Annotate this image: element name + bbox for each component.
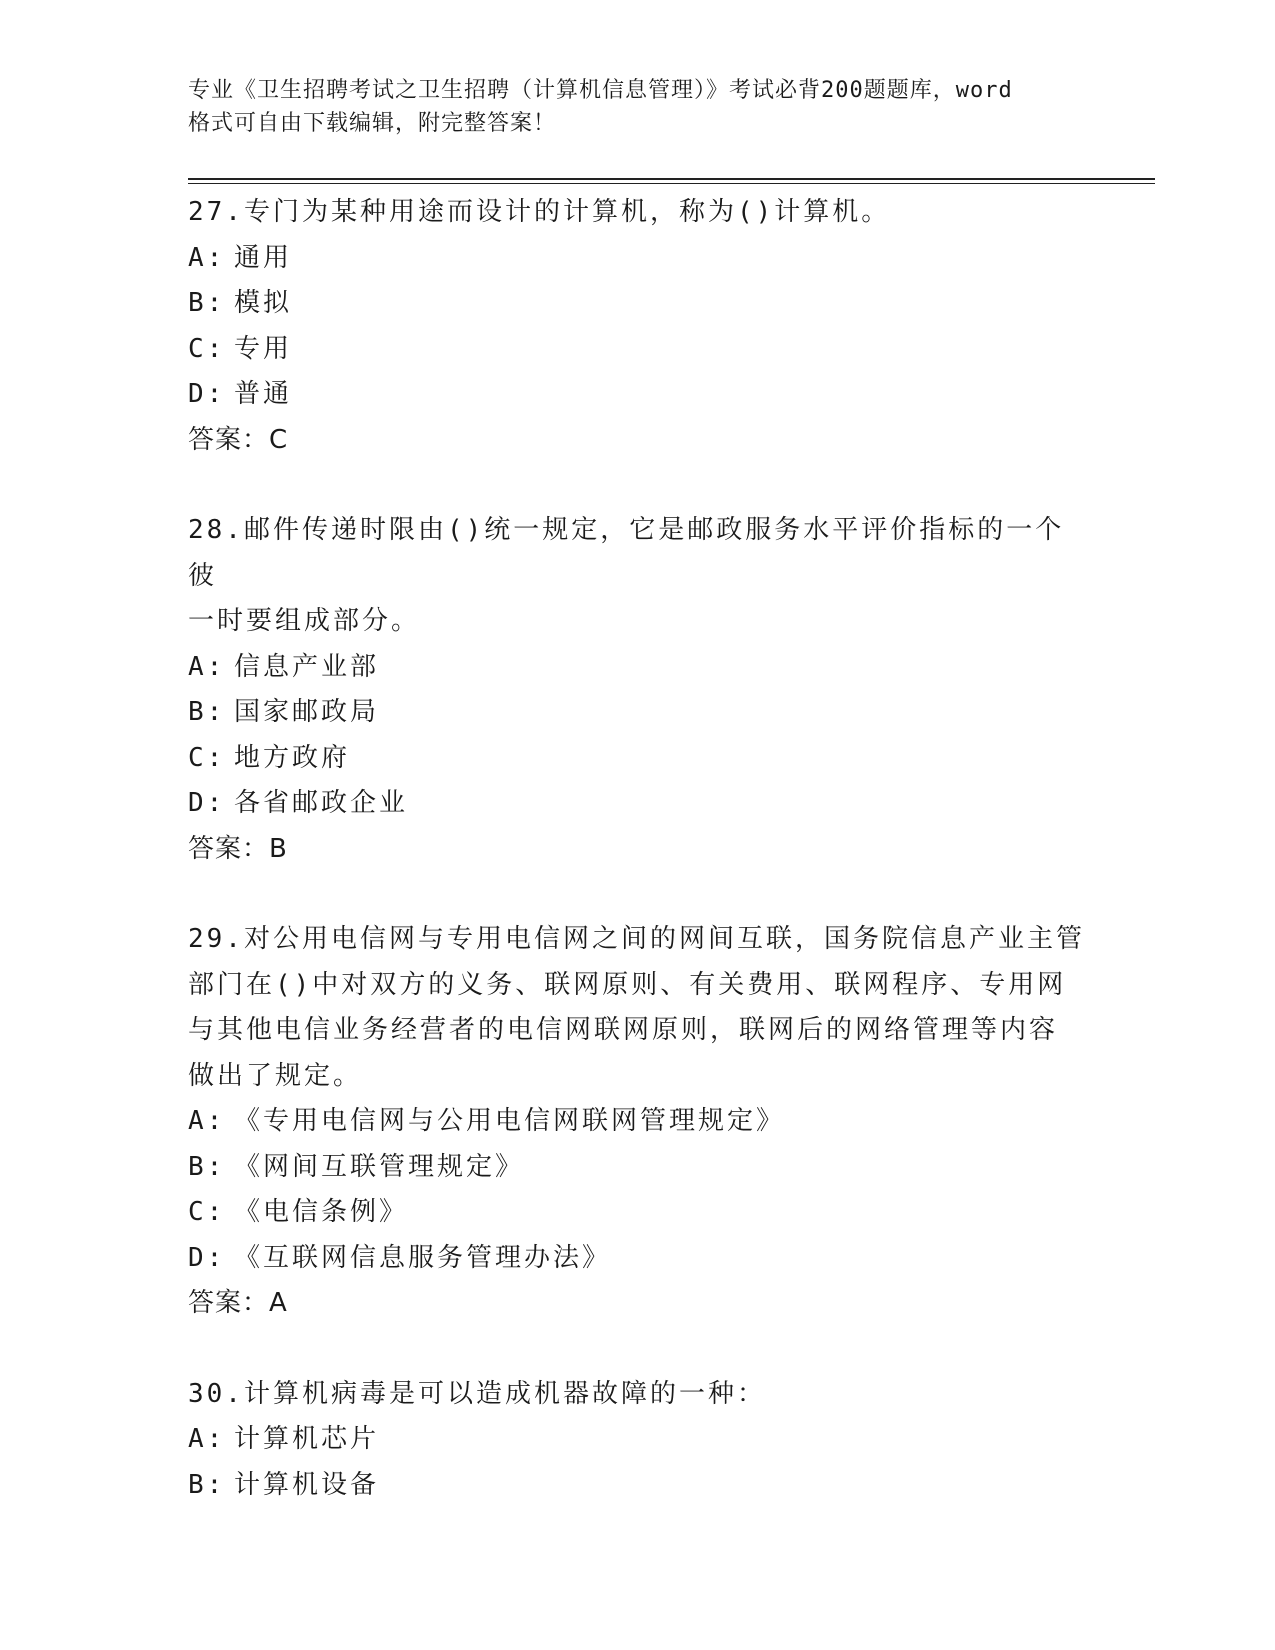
- option-text: 计算机芯片: [234, 1424, 380, 1454]
- answer-option: [188, 1463, 1088, 1509]
- option-key: C:: [188, 333, 226, 364]
- option-key: A:: [188, 1106, 226, 1136]
- option-text: 国家邮政局: [234, 697, 380, 727]
- option-text: 普通: [234, 379, 293, 409]
- question-block: [188, 1372, 1088, 1509]
- question-stem-line: 部门在()中对双方的义务、联网原则、有关费用、联网程序、专用网: [188, 969, 1067, 1000]
- option-text: 计算机设备: [234, 1469, 380, 1500]
- question-stem-line: 27.专门为某种用途而设计的计算机，称为()计算机。: [188, 197, 891, 227]
- question-block: [188, 190, 1088, 508]
- option-key: A:: [188, 1424, 226, 1454]
- answer-line: 答案：C: [188, 424, 289, 455]
- question-spacer: [188, 463, 1088, 508]
- answer-line: 答案：B: [188, 833, 288, 864]
- answer-line: 答案：A: [188, 1288, 288, 1318]
- answer-option: [188, 736, 1088, 782]
- document-header: [188, 74, 1088, 140]
- question-spacer: [188, 872, 1088, 917]
- option-key: B:: [188, 1469, 226, 1500]
- answer-option: [188, 690, 1088, 736]
- option-text: 各省邮政企业: [234, 788, 409, 818]
- option-key: C:: [188, 1197, 226, 1227]
- option-key: B:: [188, 1151, 226, 1182]
- option-text: 模拟: [234, 288, 293, 318]
- option-text: 通用: [234, 242, 293, 273]
- option-key: B:: [188, 697, 226, 727]
- question-spacer: [188, 1327, 1088, 1372]
- option-text: 专用: [234, 333, 293, 364]
- option-key: B:: [188, 288, 226, 318]
- question-block: [188, 917, 1088, 1372]
- header-rule-thick: [188, 178, 1155, 180]
- option-key: D:: [188, 379, 226, 409]
- question-stem-line: 30.计算机病毒是可以造成机器故障的一种：: [188, 1378, 766, 1409]
- question-block: [188, 508, 1088, 917]
- option-text: 《网间互联管理规定》: [234, 1151, 525, 1182]
- header-line-1: 专业《卫生招聘考试之卫生招聘（计算机信息管理）》考试必背200题题库，word: [188, 78, 1013, 103]
- answer-option: [188, 327, 1088, 373]
- header-line-2: 格式可自由下载编辑，附完整答案！: [188, 111, 557, 136]
- option-text: 地方政府: [234, 742, 351, 773]
- option-text: 《专用电信网与公用电信网联网管理规定》: [234, 1106, 786, 1136]
- answer-option: [188, 781, 1088, 827]
- answer-option: [188, 645, 1088, 691]
- answer-option: [188, 1099, 1088, 1145]
- question-stem-line: 一时要组成部分。: [188, 606, 421, 636]
- option-key: D:: [188, 1242, 226, 1273]
- option-key: A:: [188, 651, 226, 682]
- question-list: [188, 190, 1088, 1508]
- answer-option: [188, 1145, 1088, 1191]
- question-stem-line: 做出了规定。: [188, 1060, 363, 1091]
- answer-option: [188, 1236, 1088, 1282]
- option-key: D:: [188, 788, 226, 818]
- option-text: 《互联网信息服务管理办法》: [234, 1242, 612, 1273]
- question-stem-line: 与其他电信业务经营者的电信网联网原则，联网后的网络管理等内容: [188, 1015, 1059, 1045]
- question-stem-line: 28.邮件传递时限由()统一规定，它是邮政服务水平评价指标的一个彼: [188, 515, 1065, 591]
- answer-option: [188, 236, 1088, 282]
- option-key: C:: [188, 742, 226, 773]
- question-stem-line: 29.对公用电信网与专用电信网之间的网间互联，国务院信息产业主管: [188, 924, 1085, 954]
- answer-option: [188, 1417, 1088, 1463]
- answer-option: [188, 372, 1088, 418]
- answer-option: [188, 281, 1088, 327]
- option-key: A:: [188, 242, 226, 273]
- header-rule-thin: [188, 183, 1155, 184]
- option-text: 信息产业部: [234, 651, 380, 682]
- answer-option: [188, 1190, 1088, 1236]
- option-text: 《电信条例》: [234, 1197, 409, 1227]
